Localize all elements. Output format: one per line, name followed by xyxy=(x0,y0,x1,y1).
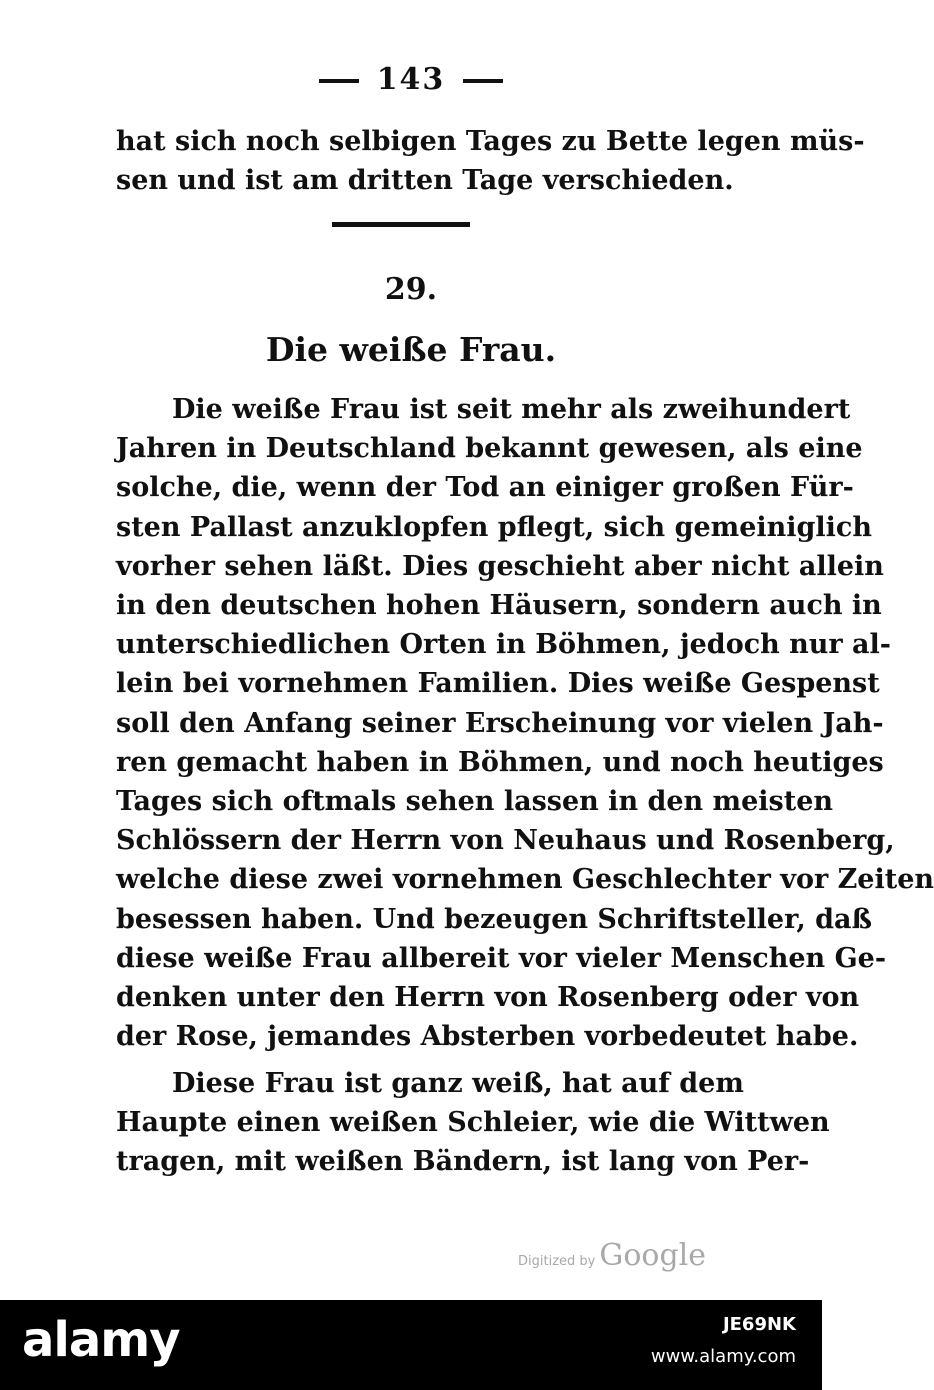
text-line: in den deutschen hohen Häusern, sondern auch in xyxy=(116,590,882,622)
text-line: unterschiedlichen Orten in Böhmen, jedoch nur al- xyxy=(116,629,892,661)
text-line: Jahren in Deutschland bekannt gewesen, als eine xyxy=(116,433,863,465)
digitized-watermark xyxy=(518,1238,706,1273)
text-line: Tages sich oftmals sehen lassen in den meisten xyxy=(116,786,834,818)
text-line: besessen haben. Und bezeugen Schriftsteller, daß xyxy=(116,903,873,935)
paragraph-2 xyxy=(116,1064,830,1182)
text-line: solche, die, wenn der Tod an einiger großen Für- xyxy=(116,472,854,504)
text-line: soll den Anfang seiner Erscheinung vor vielen Jah- xyxy=(116,707,884,739)
text-line: welche diese zwei vornehmen Geschlechter vor Zeiten xyxy=(116,864,934,896)
image-id: JE69NK xyxy=(722,1314,796,1335)
google-logo: Google xyxy=(599,1238,706,1273)
text-line: Schlössern der Herrn von Neuhaus und Rosenberg, xyxy=(116,825,895,857)
text-line: vorher sehen läßt. Dies geschieht aber nicht allein xyxy=(116,550,884,582)
section-title: Die weiße Frau. xyxy=(265,330,557,369)
digitized-by-label: Digitized by xyxy=(518,1254,596,1269)
text-line: diese weiße Frau allbereit vor vieler Menschen Ge- xyxy=(116,942,887,974)
header-dash-left xyxy=(319,79,359,83)
section-number: 29. xyxy=(384,272,438,307)
text-line: lein bei vornehmen Familien. Dies weiße Gespenst xyxy=(116,668,880,700)
text-line: denken unter den Herrn von Rosenberg oder von xyxy=(116,982,860,1014)
text-line: Haupte einen weißen Schleier, wie die Wittwen xyxy=(116,1107,830,1139)
header-dash-right xyxy=(463,79,503,83)
top-paragraph xyxy=(116,122,865,200)
stock-footer-bar xyxy=(0,1300,822,1390)
text-line: Diese Frau ist ganz weiß, hat auf dem xyxy=(172,1068,744,1099)
text-line: sen und ist am dritten Tage verschieden. xyxy=(116,165,734,197)
paragraph-1 xyxy=(116,390,934,1056)
section-divider xyxy=(332,222,470,227)
alamy-logo: alamy xyxy=(22,1312,180,1368)
text-line: sten Pallast anzuklopfen pflegt, sich gemeiniglich xyxy=(116,511,872,543)
text-line: Die weiße Frau ist seit mehr als zweihundert xyxy=(172,394,851,425)
page-number: 143 xyxy=(376,62,446,97)
text-line: ren gemacht haben in Böhmen, und noch heutiges xyxy=(116,746,884,778)
text-line: hat sich noch selbigen Tages zu Bette legen müs- xyxy=(116,126,865,157)
text-line: tragen, mit weißen Bändern, ist lang von Per- xyxy=(116,1146,810,1178)
site-url: www.alamy.com xyxy=(650,1346,796,1367)
page-header xyxy=(0,62,822,97)
text-line: der Rose, jemandes Absterben vorbedeutet habe. xyxy=(116,1021,859,1053)
